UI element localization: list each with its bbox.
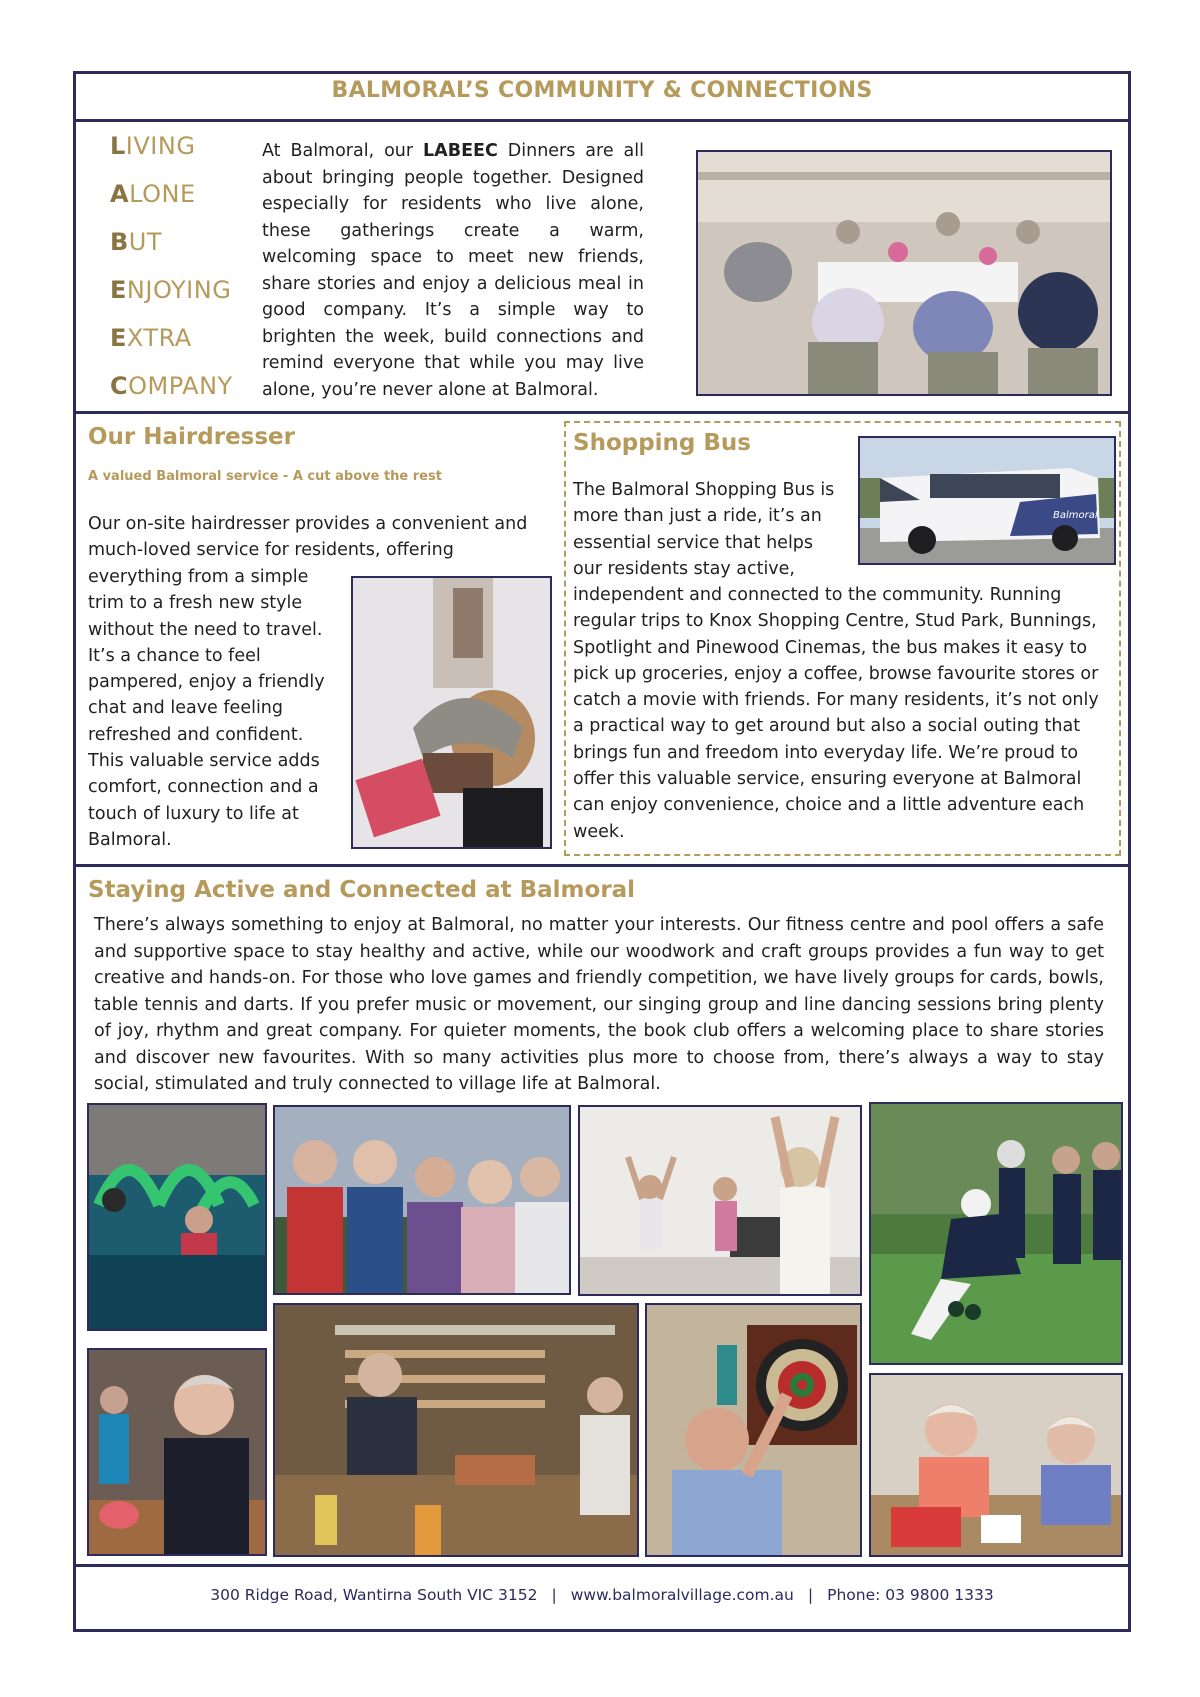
acronym-line: ALONE: [110, 180, 196, 208]
banner-title: BALMORAL’S COMMUNITY & CONNECTIONS: [331, 78, 873, 103]
acronym-line: BUT: [110, 228, 163, 256]
dinner-photo: [696, 150, 1112, 396]
hairdresser-intro: Our on-site hairdresser provides a convenient and much-loved service for residents, offering: [88, 514, 528, 561]
lawn-bowls-photo: [869, 1102, 1123, 1365]
friends-group-photo: [273, 1105, 571, 1295]
footer-separator: |: [807, 1586, 814, 1604]
hairdresser-title: Our Hairdresser: [88, 424, 295, 450]
acronym-line: EXTRA: [110, 324, 192, 352]
card-games-photo: [869, 1373, 1123, 1557]
footer-address: 300 Ridge Road, Wantirna South VIC 3152: [210, 1586, 538, 1604]
footer: [76, 1586, 1128, 1604]
divider-services: [73, 864, 1131, 867]
footer-website[interactable]: www.balmoralvillage.com.au: [570, 1586, 794, 1604]
shopping-bus-text: independent and connected to the community. Running regular trips to Knox Shopping Centre, Stud Park, Bunnings, Spotlight and Pinewood Cinemas, the bus makes it easy to pick up groceries, enjoy a coffee, browse favourite stores or catch a movie with friends. For many residents, it’s not only a practical way to get around but also a social outing that brings fun and freedom into everyday life. We’re proud to offer this valuable service, ensuring everyone at Balmoral can enjoy convenience, choice and a little adventure each week.: [573, 585, 1099, 842]
woodwork-photo: [273, 1303, 639, 1557]
footer-phone[interactable]: Phone: 03 9800 1333: [827, 1586, 994, 1604]
darts-photo: [645, 1303, 862, 1557]
hairdresser-subtitle: A valued Balmoral service - A cut above the rest: [88, 469, 442, 484]
divider-banner: [73, 119, 1131, 122]
svg-text:Balmoral: Balmoral: [1053, 510, 1098, 521]
acronym-line: ENJOYING: [110, 276, 232, 304]
shopping-bus-photo: [858, 436, 1116, 565]
acronym-line: LIVING: [110, 132, 196, 160]
pool-photo: [87, 1103, 267, 1331]
labeec-description: At Balmoral, our LABEEC Dinners are all about bringing people together. Designed especially for residents who live alone, these gatherings create a warm, welcoming space to meet new friends, share stories and enjoy a delicious meal in good company. It’s a simple way to brighten the week, build connections and remind everyone that while you may live alone, you’re never alone at Balmoral.: [262, 141, 644, 400]
acronym-line: COMPANY: [110, 372, 233, 400]
fitness-class-photo: [578, 1105, 862, 1296]
labeec-acronym: [110, 132, 233, 420]
divider-footer: [73, 1564, 1131, 1567]
shopping-bus-title: Shopping Bus: [573, 430, 751, 456]
footer-separator: |: [551, 1586, 557, 1604]
shopping-bus-intro: The Balmoral Shopping Bus is more than just a ride, it’s an essential service that helps our residents stay active,: [573, 480, 835, 579]
active-title: Staying Active and Connected at Balmoral: [88, 877, 636, 903]
hairdresser-photo: [351, 576, 552, 849]
table-tennis-photo: [87, 1348, 267, 1556]
hairdresser-text: everything from a simple trim to a fresh new style without the need to travel. It’s a chance to feel pampered, enjoy a friendly chat and leave feeling refreshed and confident. This valuable service adds comfort, connection and a touch of luxury to life at Balmoral.: [88, 567, 325, 850]
active-description: There’s always something to enjoy at Balmoral, no matter your interests. Our fitness centre and pool offers a safe and supportive space to stay healthy and active, while our woodwork and craft groups provides a fun way to get creative and hands-on. For those who love games and friendly competition, we have lively groups for cards, bowls, table tennis and darts. If you prefer music or movement, our singing group and line dancing sessions bring plenty of joy, rhythm and great company. For quieter moments, the book club offers a welcoming place to share stories and discover new favourites. With so many activities plus more to choose from, there’s always a way to stay social, stimulated and truly connected to village life at Balmoral.: [94, 915, 1104, 1094]
